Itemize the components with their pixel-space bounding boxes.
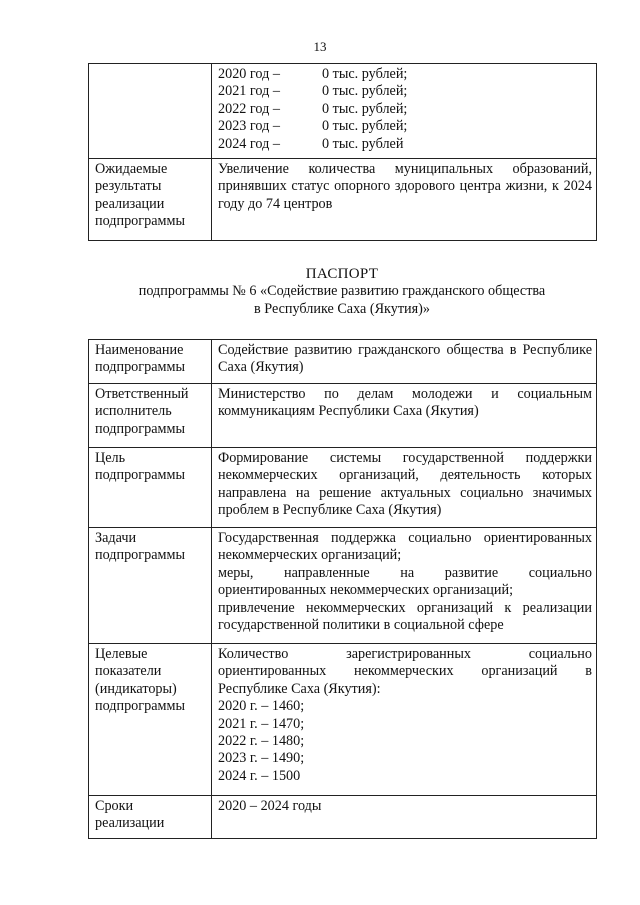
table-row [89, 528, 597, 644]
value-cell [212, 448, 597, 528]
funding-amount: 0 тыс. рублей; [322, 118, 408, 135]
label-line: Задачи [95, 530, 137, 546]
indicator-year-line: 2020 г. – 1460; [218, 698, 305, 715]
label-line: Наименование [95, 342, 184, 358]
label-line: Цель [95, 450, 126, 466]
table-row [89, 340, 597, 384]
value-text: Государственная поддержка социально ориентированных некоммерческих организаций; [218, 530, 592, 564]
label-cell [89, 340, 212, 384]
label-line: (индикаторы) [95, 680, 177, 697]
label-line: реализации [95, 815, 165, 832]
label-line: подпрограммы [95, 213, 185, 230]
label-line: подпрограммы [95, 420, 185, 437]
table-row [89, 64, 597, 159]
funding-amount: 0 тыс. рублей; [322, 83, 408, 100]
label-line: подпрограммы [95, 547, 185, 564]
label-line: подпрограммы [95, 359, 185, 376]
funding-year: 2024 год – [218, 135, 280, 152]
label-cell [89, 64, 212, 159]
value-text: 2020 – 2024 годы [218, 798, 322, 814]
label-line: исполнитель [95, 403, 172, 420]
label-cell [89, 448, 212, 528]
label-line: результаты [95, 178, 162, 195]
funding-amount: 0 тыс. рублей; [322, 100, 408, 117]
page-number: 13 [313, 39, 327, 54]
value-cell [212, 159, 597, 241]
funding-line [218, 83, 592, 100]
value-text: Формирование системы государственной поддержки некоммерческих организаций, деятельность которых направлена на решение актуальных социально значимых проблем в Республике Саха (Якутия) [218, 450, 592, 519]
label-line: Целевые [95, 646, 148, 662]
funding-cell [212, 64, 597, 159]
funding-line [218, 66, 592, 83]
funding-line [218, 136, 592, 153]
indicator-year-line: 2021 г. – 1470; [218, 715, 305, 732]
label-cell [89, 528, 212, 644]
value-text: меры, направленные на развитие социально ориентированных некоммерческих организаций; [218, 564, 592, 599]
value-cell [212, 644, 597, 796]
value-text: Содействие развитию гражданского общества в Республике Саха (Якутия) [218, 342, 592, 376]
label-cell [89, 644, 212, 796]
label-line: Ожидаемые [95, 161, 168, 178]
funding-amount: 0 тыс. рублей; [322, 66, 408, 82]
value-text: привлечение некоммерческих организаций к реализации государственной политики в социальной сфере [218, 599, 592, 634]
label-cell [89, 159, 212, 241]
expected-results-text: Увеличение количества муниципальных образований, принявших статус опорного здорового центра жизни, к 2024 году до 74 центров [218, 161, 592, 212]
label-cell [89, 384, 212, 448]
value-cell [212, 384, 597, 448]
funding-year: 2021 год – [218, 83, 280, 100]
label-line: подпрограммы [95, 467, 185, 484]
value-text: Министерство по делам молодежи и социальным коммуникациям Республики Саха (Якутия) [218, 386, 592, 420]
funding-line [218, 118, 592, 135]
value-cell [212, 528, 597, 644]
passport-table-continued [88, 63, 597, 241]
label-line: Сроки [95, 798, 134, 814]
label-line: Ответственный [95, 386, 189, 402]
label-line: показатели [95, 663, 162, 680]
funding-year: 2023 год – [218, 118, 280, 135]
passport-subtitle-line: в Республике Саха (Якутия)» [254, 300, 430, 317]
table-row [89, 796, 597, 839]
value-cell [212, 796, 597, 839]
label-cell [89, 796, 212, 839]
funding-line [218, 101, 592, 118]
label-line: реализации [95, 195, 165, 212]
table-row [89, 384, 597, 448]
value-cell [212, 340, 597, 384]
funding-year: 2022 год – [218, 100, 280, 117]
indicator-year-line: 2023 г. – 1490; [218, 750, 305, 767]
funding-amount: 0 тыс. рублей [322, 135, 404, 152]
label-line: подпрограммы [95, 698, 185, 715]
table-row [89, 644, 597, 796]
funding-year: 2020 год – [218, 66, 280, 82]
passport-heading: ПАСПОРТ [305, 266, 379, 282]
indicator-year-line: 2024 г. – 1500 [218, 767, 301, 784]
passport-table [88, 339, 597, 839]
value-text: Количество зарегистрированных социально ориентированных некоммерческих организаций в Республике Саха (Якутия): [218, 646, 592, 697]
table-row [89, 448, 597, 528]
table-row [89, 159, 597, 241]
passport-title-block [88, 266, 596, 318]
passport-subtitle-line: подпрограммы № 6 «Содействие развитию гражданского общества [138, 283, 546, 300]
indicator-year-line: 2022 г. – 1480; [218, 733, 305, 750]
